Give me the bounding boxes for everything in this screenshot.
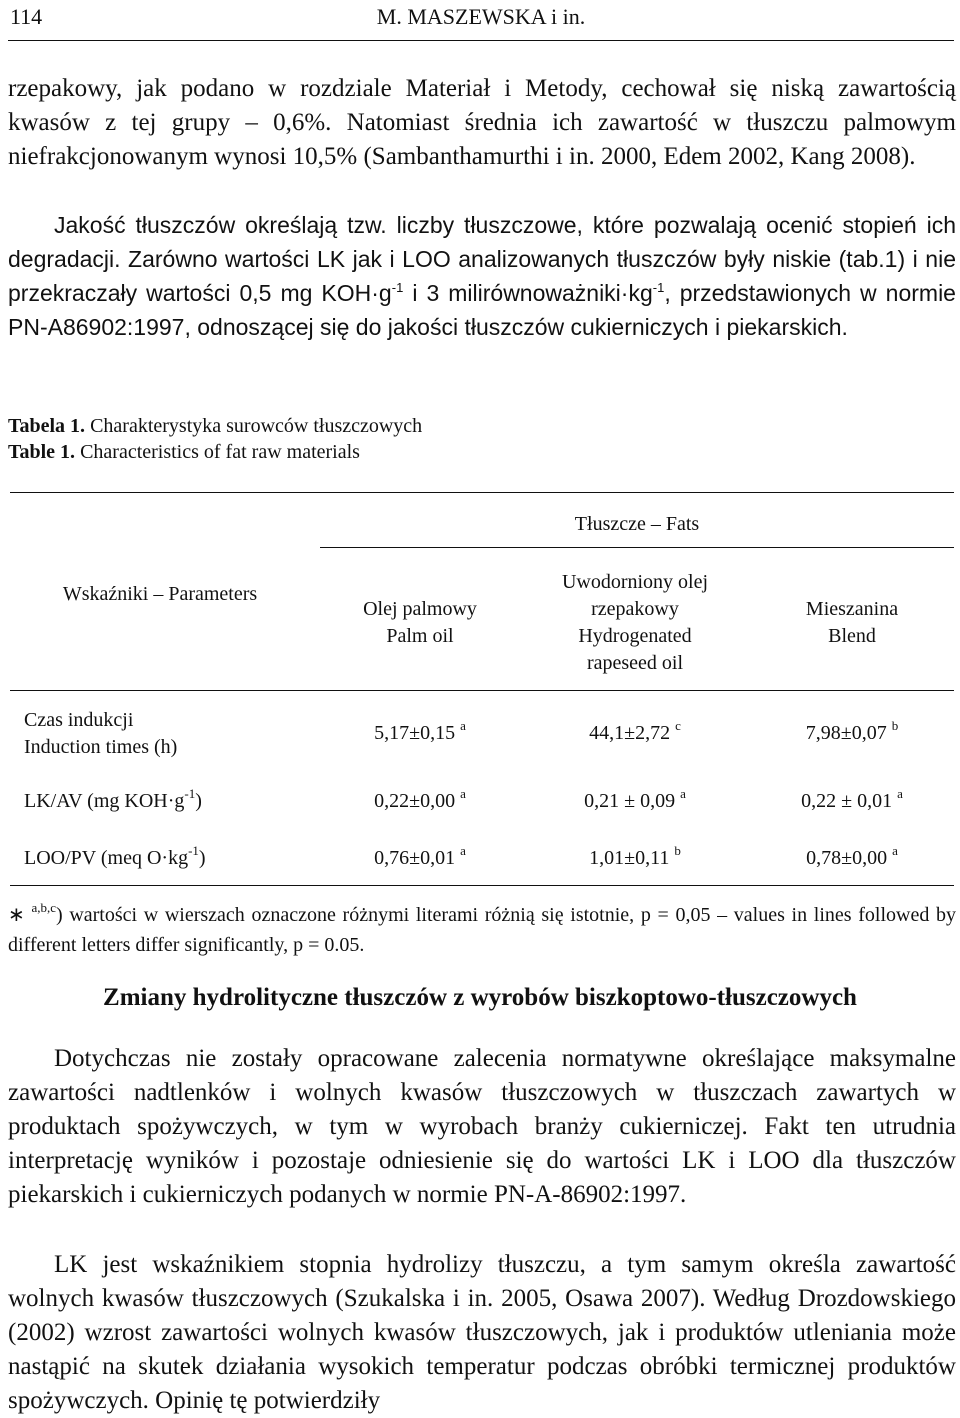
cell-value: 1,01±0,11	[589, 847, 670, 869]
running-title: M. MASZEWSKA i in.	[376, 4, 586, 29]
table-col-header-hydro	[520, 569, 750, 677]
col-header-line: rapeseed oil	[586, 652, 684, 674]
row-label-line: Induction times (h)	[24, 736, 178, 758]
footnote-text: ) wartości w wierszach oznaczone różnymi literami różnią się istotnie, p = 0,05 – values in lines followed by different letters differ significantly, p = 0.05.	[8, 904, 956, 956]
superscript: -1	[391, 280, 404, 295]
section-paragraph-1	[8, 1042, 956, 1212]
row-label-line: Czas indukcji	[24, 709, 134, 731]
intro-p2-part-a: Jakość tłuszczów określają tzw. liczby tłuszczowe, które pozwalają ocenić stopień ich degradacji. Zarówno wartości LK jak i LOO analizowanych tłuszczów były niskie (tab.	[8, 212, 956, 272]
section-p2-text: LK jest wskaźnikiem stopnia hydrolizy tłuszczu, a tym samym określa zawartość wolnych kwasów tłuszczowych (Szukalska i in. 2005, Osawa 2007). Według Drozdowskiego (2002) wzrost zawartości wolnych kwasów tłuszczowych, jak i produktów utleniania może nastąpić na skutek działania wysokich temperatur podczas obróbki termicznej produktów spożywczych. Opinię tę potwierdziły	[8, 1251, 956, 1414]
cell-value: 0,22 ± 0,01	[801, 790, 893, 812]
table-row-label	[24, 845, 314, 872]
cell-letter: a	[680, 786, 686, 801]
col-header-line: Mieszanina	[805, 598, 899, 620]
cell-letter: a	[460, 843, 466, 858]
table-caption-pl	[8, 413, 422, 439]
intro-p2-part-c: i 3 milirównoważniki·kg	[403, 280, 653, 306]
row-label-sup: -1	[184, 786, 196, 801]
table-col-header-blend	[750, 596, 954, 650]
table-cell	[520, 720, 750, 747]
table-header-rule	[10, 690, 954, 691]
intro-p2-part-b: 1) i nie przekraczały wartości 0,5 mg KOH·g	[8, 246, 956, 306]
caption-text-en: Characteristics of fat raw materials	[75, 441, 360, 463]
cell-letter: c	[675, 718, 681, 733]
table-cell	[750, 845, 954, 872]
intro-paragraph-2	[8, 208, 956, 344]
table-row-label	[24, 707, 314, 761]
col-header-line: Uwodorniony olej	[561, 571, 709, 593]
row-label-end: )	[195, 790, 202, 812]
running-header	[8, 0, 954, 41]
footnote-sup: a,b,c	[31, 900, 56, 915]
cell-letter: b	[891, 718, 899, 733]
col-header-line: rzepakowy	[591, 598, 679, 620]
superscript: -1	[652, 280, 665, 295]
table-cell	[750, 720, 954, 747]
page-number: 114	[10, 4, 43, 29]
cell-letter: a	[460, 786, 466, 801]
cell-letter: a	[892, 843, 898, 858]
table-caption-en	[8, 439, 360, 465]
row-label-sup: -1	[188, 843, 199, 858]
table-cell	[320, 720, 520, 747]
footnote-mark: ∗	[8, 904, 25, 926]
cell-letter: a	[460, 718, 466, 733]
table-cell	[320, 845, 520, 872]
table-col-header-palm	[320, 596, 520, 650]
table-cell	[320, 788, 520, 815]
row-label-end: )	[198, 847, 206, 869]
cell-value: 5,17±0,15	[374, 722, 456, 744]
caption-label-en: Table 1.	[8, 441, 76, 463]
col-header-line: Olej palmowy	[363, 598, 477, 620]
section-paragraph-2	[8, 1248, 956, 1418]
cell-letter: a	[897, 786, 903, 801]
table-param-header: Wskaźniki – Parameters	[62, 583, 258, 605]
row-label-text: LK/AV (mg KOH·g	[24, 790, 185, 812]
cell-value: 0,76±0,01	[374, 847, 456, 869]
cell-value: 7,98±0,07	[805, 722, 887, 744]
table-cell	[520, 845, 750, 872]
cell-value: 0,78±0,00	[806, 847, 888, 869]
col-header-line: Palm oil	[386, 625, 454, 647]
cell-letter: b	[674, 843, 681, 858]
cell-value: 0,22±0,00	[374, 790, 456, 812]
table-top-rule	[10, 492, 954, 493]
table-row-label	[24, 788, 314, 815]
table-cell	[750, 788, 954, 815]
cell-value: 44,1±2,72	[589, 722, 671, 744]
col-header-line: Blend	[828, 625, 876, 647]
section-heading: Zmiany hydrolityczne tłuszczów z wyrobów biszkoptowo-tłuszczowych	[103, 984, 857, 1011]
table-footnote	[8, 900, 956, 960]
table-cell	[520, 788, 750, 815]
table-group-header: Tłuszcze – Fats	[574, 513, 700, 535]
table-bottom-rule	[10, 885, 954, 886]
caption-label-pl: Tabela 1.	[8, 415, 86, 437]
col-header-line: Hydrogenated	[578, 625, 692, 647]
cell-value: 0,21 ± 0,09	[584, 790, 676, 812]
intro-paragraph-1: rzepakowy, jak podano w rozdziale Materiał i Metody, cechował się niską zawartością kwasów z tej grupy – 0,6%. Natomiast średnia ich zawartość w tłuszczu palmowym niefrakcjonowanym wynosi 10,5% (Sambanthamurthi i in. 2000, Edem 2002, Kang 2008).	[8, 75, 956, 170]
section-p1-text: Dotychczas nie zostały opracowane zalecenia normatywne określające maksymalne zawartości nadtlenków i wolnych kwasów tłuszczowych w tłuszczach zawartych w produktach spożywczych, w tym w wyrobach branży cukierniczej. Fakt ten utrudnia interpretację wyników i pozostaje odniesienie się do wartości LK i LOO dla tłuszczów piekarskich i cukierniczych podanych w normie PN-A-86902:1997.	[8, 1045, 956, 1208]
table-group-rule	[320, 547, 954, 548]
intro-p2-part-d: , przedstawionych w normie PN-A86902:1997, odnoszącej się do jakości tłuszczów cukierniczych i piekarskich.	[8, 280, 956, 340]
caption-text-pl: Charakterystyka surowców tłuszczowych	[85, 415, 423, 437]
row-label-text: LOO/PV (meq O·kg	[24, 847, 189, 869]
